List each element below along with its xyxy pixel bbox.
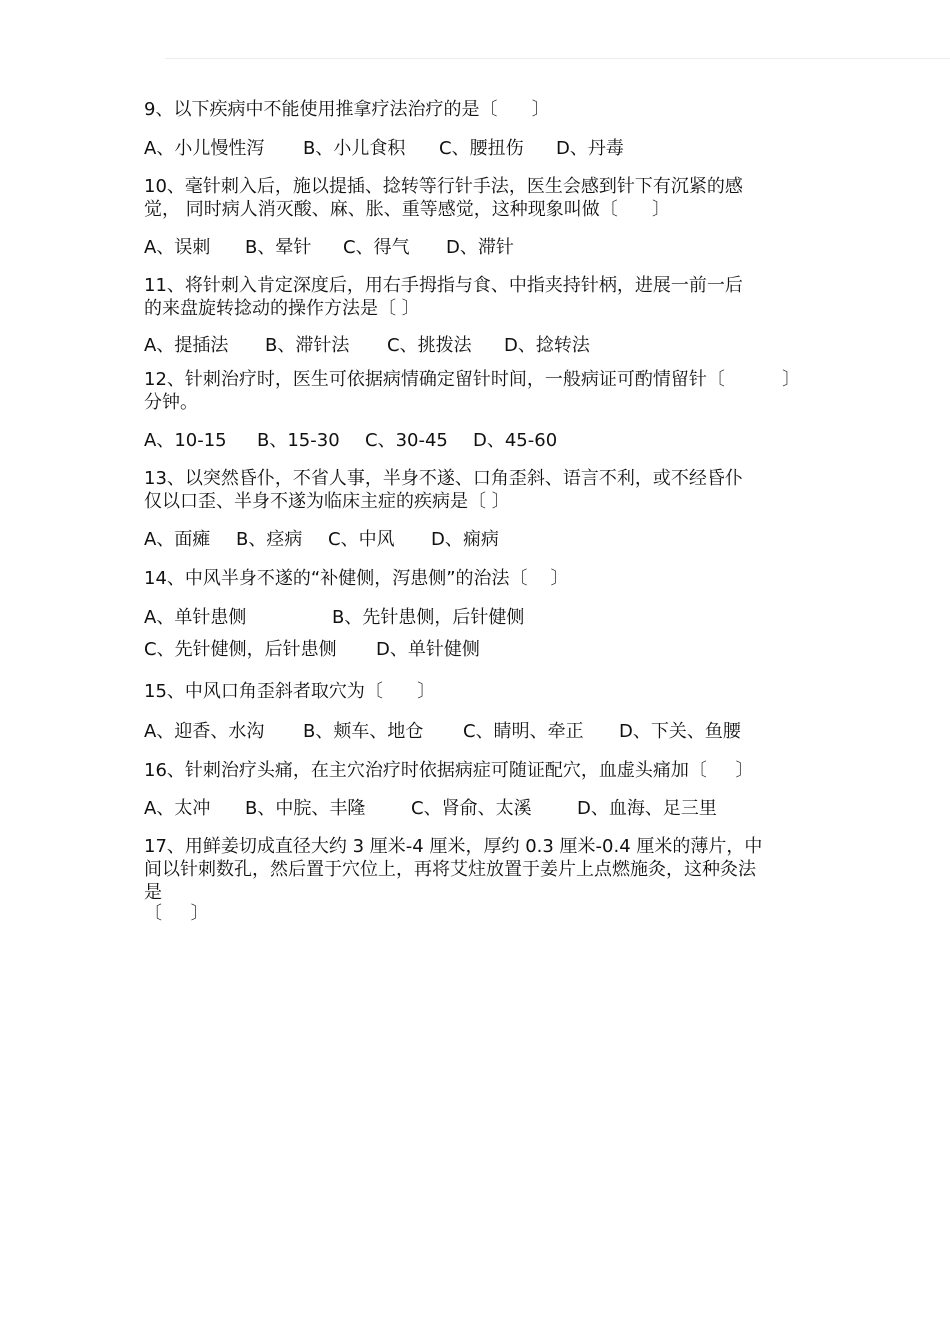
question-10-option-d: D、滞针 — [446, 237, 514, 258]
question-9-stem: 9、以下疾病中不能使用推拿疗法治疗的是〔 〕 — [144, 99, 550, 120]
question-12-option-d: D、45-60 — [473, 430, 558, 451]
question-10-stem-line-1: 10、毫针刺入后，施以提插、捻转等行针手法，医生会感到针下有沉紧的感 — [144, 176, 743, 197]
question-12-option-b: B、15-30 — [257, 430, 340, 451]
question-16-option-c: C、肾俞、太溪 — [411, 798, 532, 819]
question-11-option-b: B、滞针法 — [265, 335, 350, 356]
question-12-option-c: C、30-45 — [365, 430, 448, 451]
question-10-option-a: A、误刺 — [144, 237, 211, 258]
question-15-option-d: D、下关、鱼腰 — [619, 721, 741, 742]
question-14-stem: 14、中风半身不遂的“补健侧，泻患侧”的治法〔 〕 — [144, 568, 569, 589]
question-14-option-a: A、单针患侧 — [144, 607, 247, 628]
question-17-stem-line-2: 间以针刺数孔，然后置于穴位上，再将艾炷放置于姜片上点燃施灸，这种灸法 — [144, 859, 756, 880]
question-12-option-a: A、10-15 — [144, 430, 227, 451]
question-15-option-b: B、颊车、地仓 — [303, 721, 424, 742]
question-15-option-c: C、睛明、牵正 — [463, 721, 584, 742]
question-13-option-a: A、面瘫 — [144, 529, 211, 550]
question-14-option-b: B、先针患侧，后针健侧 — [332, 607, 525, 628]
question-10-option-c: C、得气 — [343, 237, 410, 258]
question-13-option-b: B、痉病 — [236, 529, 303, 550]
question-17-stem-line-4: 〔 〕 — [144, 903, 209, 924]
question-13-stem-line-2: 仅以口歪、半身不遂为临床主症的疾病是〔 〕 — [144, 491, 510, 512]
question-13-option-d: D、痫病 — [431, 529, 499, 550]
question-15-option-a: A、迎香、水沟 — [144, 721, 265, 742]
question-12-stem-line-1: 12、针刺治疗时，医生可依据病情确定留针时间，一般病证可酌情留针〔 〕 — [144, 369, 801, 390]
question-13-stem-line-1: 13、以突然昏仆，不省人事，半身不遂、口角歪斜、语言不利，或不经昏仆 — [144, 468, 743, 489]
question-16-option-d: D、血海、足三里 — [577, 798, 717, 819]
question-11-stem-line-1: 11、将针刺入肯定深度后，用右手拇指与食、中指夹持针柄，进展一前一后 — [144, 275, 743, 296]
question-16-stem: 16、针刺治疗头痛，在主穴治疗时依据病症可随证配穴，血虚头痛加〔 〕 — [144, 760, 754, 781]
question-11-option-a: A、提插法 — [144, 335, 229, 356]
question-16-option-b: B、中脘、丰隆 — [245, 798, 366, 819]
question-14-option-c: C、先针健侧，后针患侧 — [144, 639, 337, 660]
question-16-option-a: A、太冲 — [144, 798, 211, 819]
question-14-option-d: D、单针健侧 — [376, 639, 480, 660]
question-17-stem-line-1: 17、用鲜姜切成直径大约 3 厘米-4 厘米，厚约 0.3 厘米-0.4 厘米的薄片，中 — [144, 836, 763, 857]
question-11-option-d: D、捻转法 — [504, 335, 590, 356]
question-11-option-c: C、挑拨法 — [387, 335, 472, 356]
question-10-stem-line-2: 觉， 同时病人消灭酸、麻、胀、重等感觉，这种现象叫做〔 〕 — [144, 199, 671, 220]
question-9-option-a: A、小儿慢性泻 — [144, 138, 265, 159]
question-9-option-b: B、小儿食积 — [303, 138, 406, 159]
question-9-option-c: C、腰扭伤 — [439, 138, 524, 159]
question-9-option-d: D、丹毒 — [556, 138, 624, 159]
question-11-stem-line-2: 的来盘旋转捻动的操作方法是〔 〕 — [144, 298, 420, 319]
question-13-option-c: C、中风 — [328, 529, 395, 550]
question-10-option-b: B、晕针 — [245, 237, 312, 258]
question-12-stem-line-2: 分钟。 — [144, 392, 198, 413]
question-15-stem: 15、中风口角歪斜者取穴为〔 〕 — [144, 681, 436, 702]
question-17-stem-line-3: 是 — [144, 882, 162, 903]
